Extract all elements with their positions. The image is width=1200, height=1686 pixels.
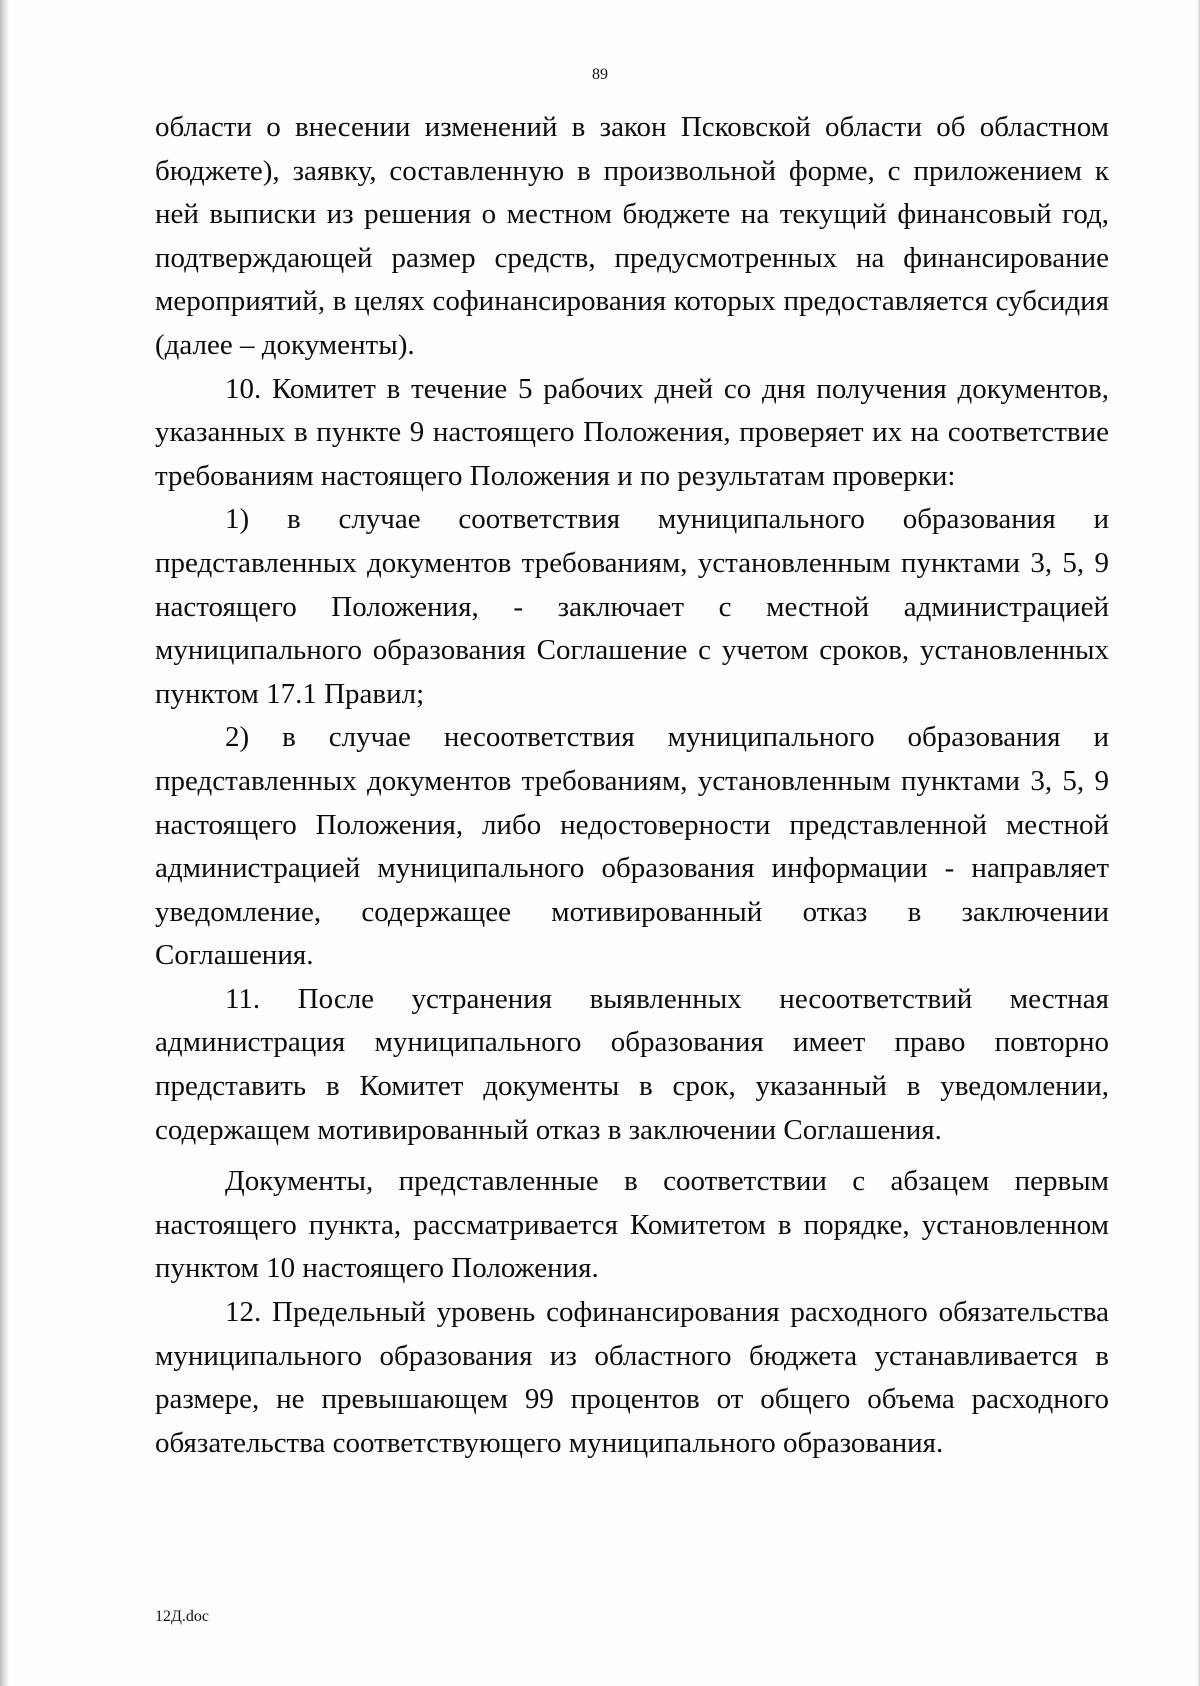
document-body	[155, 106, 1109, 1465]
footer-filename: 12Д.doc	[155, 1608, 210, 1625]
paragraph-item-12: 12. Предельный уровень софинансирования расходного обязательства муниципального образования из областного бюджета устанавливается в размере, не превышающем 99 процентов от общего объема расходного обязательства соответствующего муниципального образования.	[155, 1296, 1109, 1459]
paragraph-subitem-1: 1) в случае соответствия муниципального образования и представленных документов требованиям, установленным пунктами 3, 5, 9 настоящего Положения, - заключает с местной администрацией муниципального образования Соглашение с учетом сроков, установленных пунктом 17.1 Правил;	[155, 503, 1109, 710]
paragraph-subitem-2: 2) в случае несоответствия муниципального образования и представленных документов требованиям, установленным пунктами 3, 5, 9 настоящего Положения, либо недостоверности представленной местной администрацией муниципального образования информации - направляет уведомление, содержащее мотивированный отказ в заключении Соглашения.	[155, 721, 1109, 972]
scan-edge-left	[0, 0, 9, 1686]
paragraph-item-11: 11. После устранения выявленных несоответствий местная администрация муниципального образования имеет право повторно представить в Комитет документы в срок, указанный в уведомлении, содержащем мотивированный отказ в заключении Соглашения.	[155, 982, 1109, 1146]
paragraph-documents: Документы, представленные в соответствии с абзацем первым настоящего пункта, рассматривается Комитетом в порядке, установленном пунктом 10 настоящего Положения.	[155, 1165, 1109, 1285]
paragraph-continuation: области о внесении изменений в закон Псковской области об областном бюджете), заявку, составленную в произвольной форме, с приложением к ней выписки из решения о местном бюджете на текущий финансовый год, подтверждающей размер средств, предусмотренных на финансирование мероприятий, в целях софинансирования которых предоставляется субсидия (далее – документы).	[155, 111, 1109, 361]
paragraph-item-10: 10. Комитет в течение 5 рабочих дней со дня получения документов, указанных в пункте 9 настоящего Положения, проверяет их на соответствие требованиям настоящего Положения и по результатам проверки:	[155, 372, 1109, 492]
page-number: 89	[592, 66, 608, 83]
